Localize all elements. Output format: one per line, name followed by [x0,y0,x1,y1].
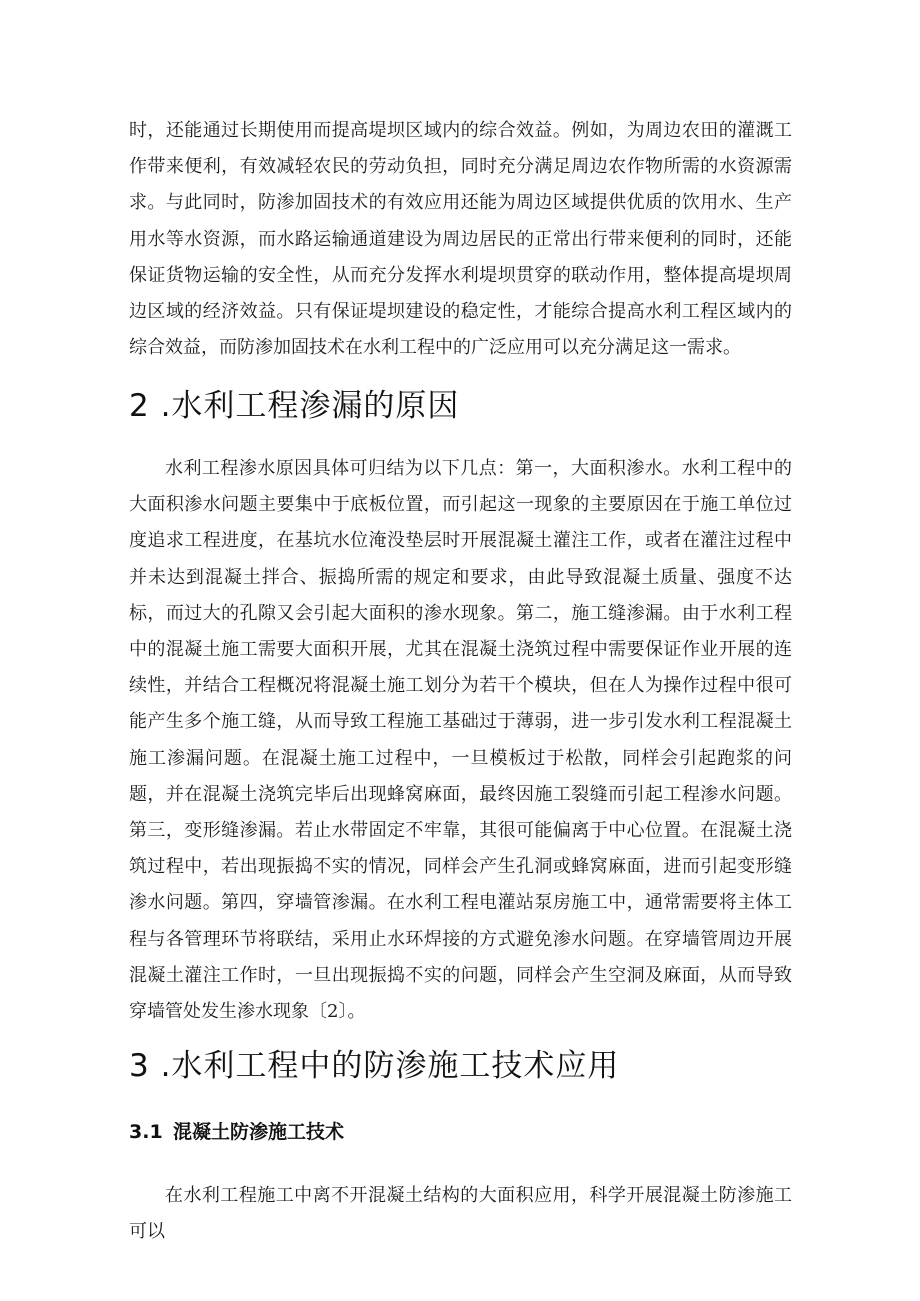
section-heading-seepage-technology: 3 .水利工程中的防渗施工技术应用 [129,1048,620,1084]
paragraph-concrete-intro: 在水利工程施工中离不开混凝土结构的大面积应用，科学开展混凝土防渗施工可以 [129,1185,792,1243]
subsection-number: 3.1 [129,1121,163,1143]
section-heading-leakage-causes: 2 .水利工程渗漏的原因 [129,388,460,424]
subsection-heading-concrete-seepage [129,1118,792,1146]
paragraph-leakage-causes: 水利工程渗水原因具体可归结为以下几点：第一，大面积渗水。水利工程中的大面积渗水问题主要集中于底板位置，而引起这一现象的主要原因在于施工单位过度追求工程进度，在基坑水位淹没垫层时开展混凝土灌注工作，或者在灌注过程中并未达到混凝土拌合、振捣所需的规定和要求，由此导致混凝土质量、强度不达标，而过大的孔隙又会引起大面积的渗水现象。第二，施工缝渗漏。由于水利工程中的混凝土施工需要大面积开展，尤其在混凝土浇筑过程中需要保证作业开展的连续性，并结合工程概况将混凝土施工划分为若干个模块，但在人为操作过程中很可能产生多个施工缝，从而导致工程施工基础过于薄弱，进一步引发水利工程混凝土施工渗漏问题。在混凝土施工过程中，一旦模板过于松散，同样会引起跑浆的问题，并在混凝土浇筑完毕后出现蜂窝麻面，最终因施工裂缝而引起工程渗水问题。第三，变形缝渗漏。若止水带固定不牢靠，其很可能偏离于中心位置。在混凝土浇筑过程中，若出现振捣不实的情况，同样会产生孔洞或蜂窝麻面，进而引起变形缝渗水问题。第四，穿墙管渗漏。在水利工程电灌站泵房施工中，通常需要将主体工程与各管理环节将联结，采用止水环焊接的方式避免渗水问题。在穿墙管周边开展混凝土灌注工作时，一旦出现振捣不实的问题，同样会产生空洞及麻面，从而导致穿墙管处发生渗水现象〔2〕。 [129,458,792,1023]
subsection-title: 混凝土防渗施工技术 [173,1121,345,1143]
paragraph-benefits: 时，还能通过长期使用而提高堤坝区域内的综合效益。例如，为周边农田的灌溉工作带来便利，有效减轻农民的劳动负担，同时充分满足周边农作物所需的水资源需求。与此同时，防渗加固技术的有效应用还能为周边区域提供优质的饮用水、生产用水等水资源，而水路运输通道建设为周边居民的正常出行带来便利的同时，还能保证货物运输的安全性，从而充分发挥水利堤坝贯穿的联动作用，整体提高堤坝周边区域的经济效益。只有保证堤坝建设的稳定性，才能综合提高水利工程区域内的综合效益，而防渗加固技术在水利工程中的广泛应用可以充分满足这一需求。 [129,120,792,359]
